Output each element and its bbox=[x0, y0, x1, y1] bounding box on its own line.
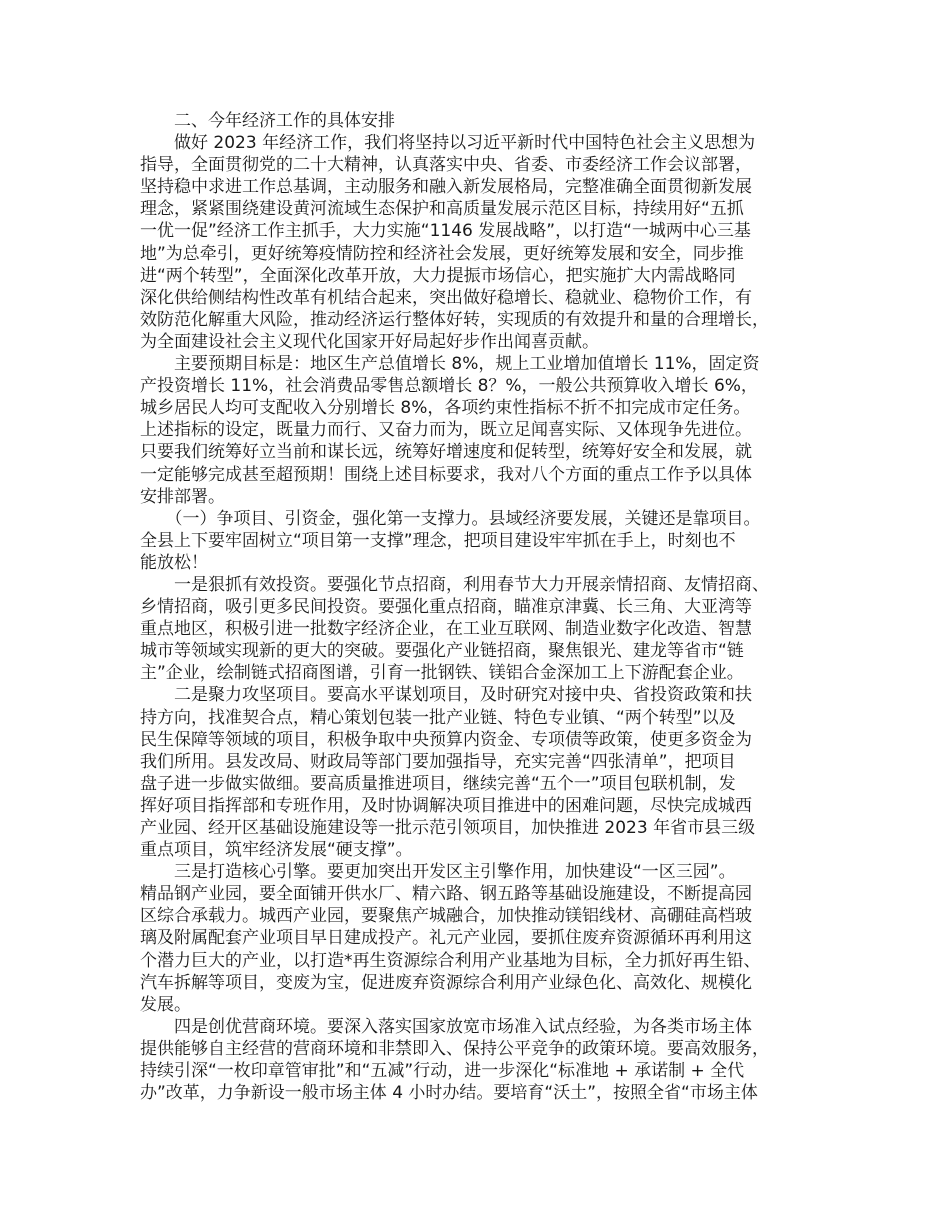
text-line: 主”企业，绘制链式招商图谱，引育一批钢铁、镁铝合金深加工上下游配套企业。 bbox=[140, 663, 744, 684]
text-line: 持续引深“一枚印章管审批”和“五减”行动，进一步深化“标准地 + 承诺制 + 全代 bbox=[140, 1061, 745, 1082]
text-line: （一）争项目、引资金，强化第一支撑力。县域经济要发展，关键还是靠项目。 bbox=[140, 508, 761, 529]
section-heading: 二、今年经济工作的具体安排 bbox=[140, 111, 395, 131]
text-line: 地”为总牵引，更好统筹疫情防控和经济社会发展，更好统筹发展和安全，同步推 bbox=[140, 243, 744, 264]
text-line: 精品钢产业园，要全面铺开供水厂、精六路、钢五路等基础设施建设，不断提高园 bbox=[140, 884, 752, 905]
text-line: 区综合承载力。城西产业园，要聚焦产城融合，加快推动镁铝线材、高硼硅高档玻 bbox=[140, 906, 752, 927]
text-line: 汽车拆解等项目，变废为宝，促进废弃资源综合利用产业绿色化、高效化、规模化 bbox=[140, 972, 752, 993]
text-line: 进“两个转型”，全面深化改革开放，大力提振市场信心，把实施扩大内需战略同 bbox=[140, 265, 736, 286]
text-line: 理念，紧紧围绕建设黄河流域生态保护和高质量发展示范区目标，持续用好“五抓 bbox=[140, 199, 744, 220]
text-line: 效防范化解重大风险，推动经济运行整体好转，实现质的有效提升和量的合理增长， bbox=[140, 309, 769, 330]
text-line: 盘子进一步做实做细。要高质量推进项目，继续完善“五个一”项目包联机制，发 bbox=[140, 773, 736, 794]
text-line: 个潜力巨大的产业，以打造*再生资源综合利用产业基地为目标，全力抓好再生铅、 bbox=[140, 950, 761, 971]
text-line: 城市等领域实现新的更大的突破。要强化产业链招商，聚焦银光、建龙等省市“链 bbox=[140, 641, 744, 662]
text-line: 做好 2023 年经济工作，我们将坚持以习近平新时代中国特色社会主义思想为 bbox=[140, 133, 756, 154]
text-line: 民生保障等领域的项目，积极争取中央预算内资金、专项债等政策，使更多资金为 bbox=[140, 729, 752, 750]
text-line: 四是创优营商环境。要深入落实国家放宽市场准入试点经验，为各类市场主体 bbox=[140, 1016, 752, 1037]
text-line: 提供能够自主经营的营商环境和非禁即入、保持公平竞争的政策环境。要高效服务， bbox=[140, 1038, 769, 1059]
text-line: 深化供给侧结构性改革有机结合起来，突出做好稳增长、稳就业、稳物价工作，有 bbox=[140, 287, 752, 308]
text-line: 二是聚力攻坚项目。要高水平谋划项目，及时研究对接中央、省投资政策和扶 bbox=[140, 685, 752, 706]
text-line: 三是打造核心引擎。要更加突出开发区主引擎作用，加快建设“一区三园”。 bbox=[140, 862, 736, 883]
text-line: 能放松！ bbox=[140, 552, 208, 573]
text-line: 主要预期目标是：地区生产总值增长 8%，规上工业增加值增长 11%，固定资 bbox=[140, 354, 760, 375]
text-line: 璃及附属配套产业项目早日建成投产。礼元产业园，要抓住废弃资源循环再利用这 bbox=[140, 928, 752, 949]
text-line: 为全面建设社会主义现代化国家开好局起好步作出闻喜贡献。 bbox=[140, 331, 599, 352]
text-line: 全县上下要牢固树立“项目第一支撑”理念，把项目建设牢牢抓在手上，时刻也不 bbox=[140, 530, 736, 551]
text-line: 上述指标的设定，既量力而行、又奋力而为，既立足闻喜实际、又体现争先进位。 bbox=[140, 420, 752, 441]
text-line: 一是狠抓有效投资。要强化节点招商，利用春节大力开展亲情招商、友情招商、 bbox=[140, 574, 769, 595]
text-line: 指导，全面贯彻党的二十大精神，认真落实中央、省委、市委经济工作会议部署， bbox=[140, 155, 752, 176]
text-line: 挥好项目指挥部和专班作用，及时协调解决项目推进中的困难问题，尽快完成城西 bbox=[140, 795, 752, 816]
text-line: 重点项目，筑牢经济发展“硬支撑”。 bbox=[140, 840, 413, 861]
text-line: 办”改革，力争新设一般市场主体 4 小时办结。要培育“沃土”，按照全省“市场主体 bbox=[140, 1083, 758, 1104]
text-line: 安排部署。 bbox=[140, 486, 225, 507]
text-line: 重点地区，积极引进一批数字经济企业，在工业互联网、制造业数字化改造、智慧 bbox=[140, 619, 752, 640]
text-line: 产投资增长 11%，社会消费品零售总额增长 8？%，一般公共预算收入增长 6%， bbox=[140, 376, 758, 397]
text-line: 产业园、经开区基础设施建设等一批示范引领项目，加快推进 2023 年省市县三级 bbox=[140, 818, 756, 838]
text-line: 发展。 bbox=[140, 994, 191, 1015]
text-line: 一定能够完成甚至超预期！围绕上述目标要求，我对八个方面的重点工作予以具体 bbox=[140, 464, 752, 485]
text-line: 乡情招商，吸引更多民间投资。要强化重点招商，瞄准京津冀、长三角、大亚湾等 bbox=[140, 597, 752, 618]
text-line: 持方向，找准契合点，精心策划包装一批产业链、特色专业镇、“两个转型”以及 bbox=[140, 707, 736, 728]
text-line: 只要我们统筹好立当前和谋长远，统筹好增速度和促转型，统筹好安全和发展，就 bbox=[140, 442, 752, 463]
text-line: 我们所用。县发改局、财政局等部门要加强指导，充实完善“四张清单”，把项目 bbox=[140, 751, 736, 772]
body-text bbox=[140, 110, 830, 1104]
text-line: 坚持稳中求进工作总基调，主动服务和融入新发展格局，完整准确全面贯彻新发展 bbox=[140, 177, 752, 198]
text-line: 城乡居民人均可支配收入分别增长 8%，各项约束性指标不折不扣完成市定任务。 bbox=[140, 398, 751, 419]
text-line: 一优一促”经济工作主抓手，大力实施“1146 发展战略”，以打造“一城两中心三基 bbox=[140, 221, 751, 242]
